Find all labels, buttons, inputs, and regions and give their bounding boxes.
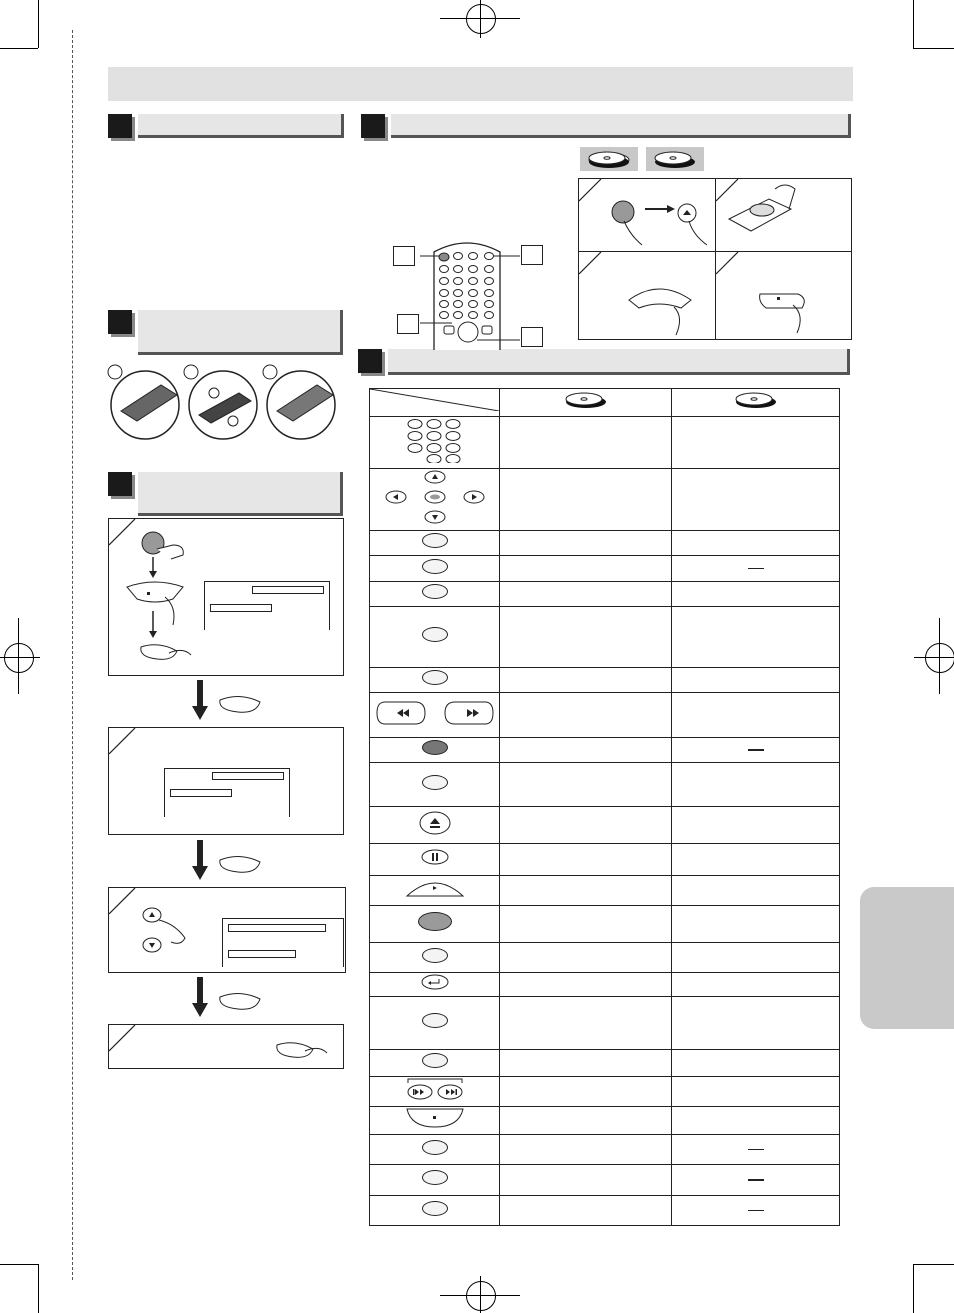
crosshair-icon	[466, 1281, 496, 1311]
setup-step-panel	[108, 518, 344, 676]
disc-icon	[561, 390, 611, 410]
not-available-dash	[748, 1179, 764, 1181]
cd-disc-badge	[646, 147, 704, 171]
oval-key-icon	[422, 670, 448, 685]
menu-highlight	[228, 950, 296, 958]
menu-title-bar	[212, 772, 284, 780]
table-row	[370, 1165, 840, 1196]
table-row	[370, 693, 840, 738]
table-row	[370, 973, 840, 997]
not-available-dash	[748, 568, 764, 569]
crop-mark	[0, 1264, 38, 1265]
oval-key-icon	[422, 1053, 448, 1068]
down-arrow-icon	[192, 680, 282, 722]
not-available-dash	[748, 1149, 764, 1150]
section-heading-bar	[138, 114, 344, 138]
section-number	[361, 114, 385, 138]
table-row	[370, 668, 840, 693]
oval-key-icon	[422, 1170, 448, 1185]
crop-mark	[913, 0, 914, 48]
disc-icon	[646, 147, 704, 171]
table-row	[370, 997, 840, 1050]
not-available-dash	[748, 749, 764, 751]
section-number	[108, 114, 132, 138]
table-row	[370, 1107, 840, 1135]
section-number	[108, 310, 132, 334]
table-row	[370, 582, 840, 607]
crop-mark	[913, 1264, 954, 1265]
play-key-icon	[370, 876, 500, 906]
table-row	[370, 906, 840, 943]
oval-key-icon	[422, 559, 448, 574]
table-row	[370, 469, 840, 531]
crosshair-icon	[480, 1276, 481, 1313]
table-row	[370, 876, 840, 906]
quick-play-steps	[578, 178, 852, 340]
disc-icon	[731, 390, 781, 410]
menu-highlight	[170, 789, 232, 797]
oval-key-icon	[422, 584, 448, 599]
oval-key-icon	[422, 627, 448, 642]
crosshair-icon	[939, 618, 940, 694]
chapter-tab	[860, 887, 954, 1029]
table-row	[370, 1196, 840, 1226]
dvd-column-header	[500, 389, 672, 417]
disc-icon	[580, 147, 638, 171]
dvd-disc-badge	[580, 147, 638, 171]
section-heading-bar	[391, 114, 851, 138]
table-row	[370, 943, 840, 973]
power-key-icon	[418, 912, 452, 931]
crop-mark	[38, 0, 39, 48]
down-arrow-icon	[192, 840, 282, 882]
callout-box	[397, 314, 419, 334]
fold-line	[72, 30, 73, 1280]
eject-key-icon	[370, 807, 500, 844]
menu-highlight	[210, 604, 272, 612]
crosshair-icon	[466, 4, 496, 34]
battery-icon	[107, 363, 337, 443]
oval-key-icon	[422, 1201, 448, 1216]
callout-box	[521, 245, 543, 265]
crosshair-icon	[914, 657, 954, 658]
oval-key-icon	[422, 775, 448, 790]
arrow-keys-icon	[370, 469, 500, 531]
stop-key-icon	[370, 1107, 500, 1135]
table-row	[370, 1135, 840, 1165]
callout-box	[521, 327, 543, 347]
not-available-dash	[748, 1210, 764, 1211]
table-row	[370, 807, 840, 844]
down-arrow-icon	[192, 977, 282, 1019]
section-heading-bar	[138, 310, 343, 355]
cd-column-header	[672, 389, 840, 417]
callout-box	[393, 246, 415, 266]
menu-title-bar	[228, 924, 326, 932]
table-row	[370, 417, 840, 469]
corner-mark	[109, 728, 139, 758]
setup-step-panel	[108, 887, 346, 973]
oval-key-icon	[422, 533, 448, 548]
dark-oval-key-icon	[422, 740, 448, 755]
crop-mark	[913, 48, 954, 49]
oval-key-icon	[422, 1140, 448, 1155]
table-row	[370, 763, 840, 807]
table-row	[370, 607, 840, 668]
table-header-corner	[370, 389, 500, 417]
section-number	[358, 349, 382, 373]
table-row	[370, 531, 840, 556]
setup-step-panel	[108, 1024, 344, 1069]
menu-title-bar	[252, 586, 324, 594]
hand-press-icon	[109, 1025, 343, 1068]
crosshair-icon	[480, 0, 481, 38]
button-function-table	[369, 388, 840, 1226]
setup-step-panel	[108, 727, 344, 835]
oval-key-icon	[422, 1013, 448, 1028]
section-number	[108, 472, 132, 496]
section-heading-bar	[138, 472, 343, 516]
table-row	[370, 1077, 840, 1107]
crosshair-icon	[4, 643, 34, 673]
rewind-fastforward-keys-icon	[370, 693, 500, 738]
skip-keys-icon	[370, 1077, 500, 1107]
crop-mark	[38, 1264, 39, 1313]
crosshair-icon	[18, 618, 19, 694]
page-title-band	[108, 67, 853, 101]
crop-mark	[913, 1264, 914, 1313]
pause-key-icon	[370, 844, 500, 876]
crosshair-icon	[0, 657, 40, 658]
number-keys-icon	[370, 417, 500, 469]
table-row	[370, 844, 840, 876]
return-key-icon	[370, 973, 500, 997]
table-row	[370, 1050, 840, 1077]
section-heading-bar	[388, 349, 850, 375]
crop-mark	[0, 48, 38, 49]
oval-key-icon	[422, 948, 448, 963]
hand-press-icon	[579, 179, 851, 339]
table-row	[370, 556, 840, 582]
table-row	[370, 738, 840, 763]
